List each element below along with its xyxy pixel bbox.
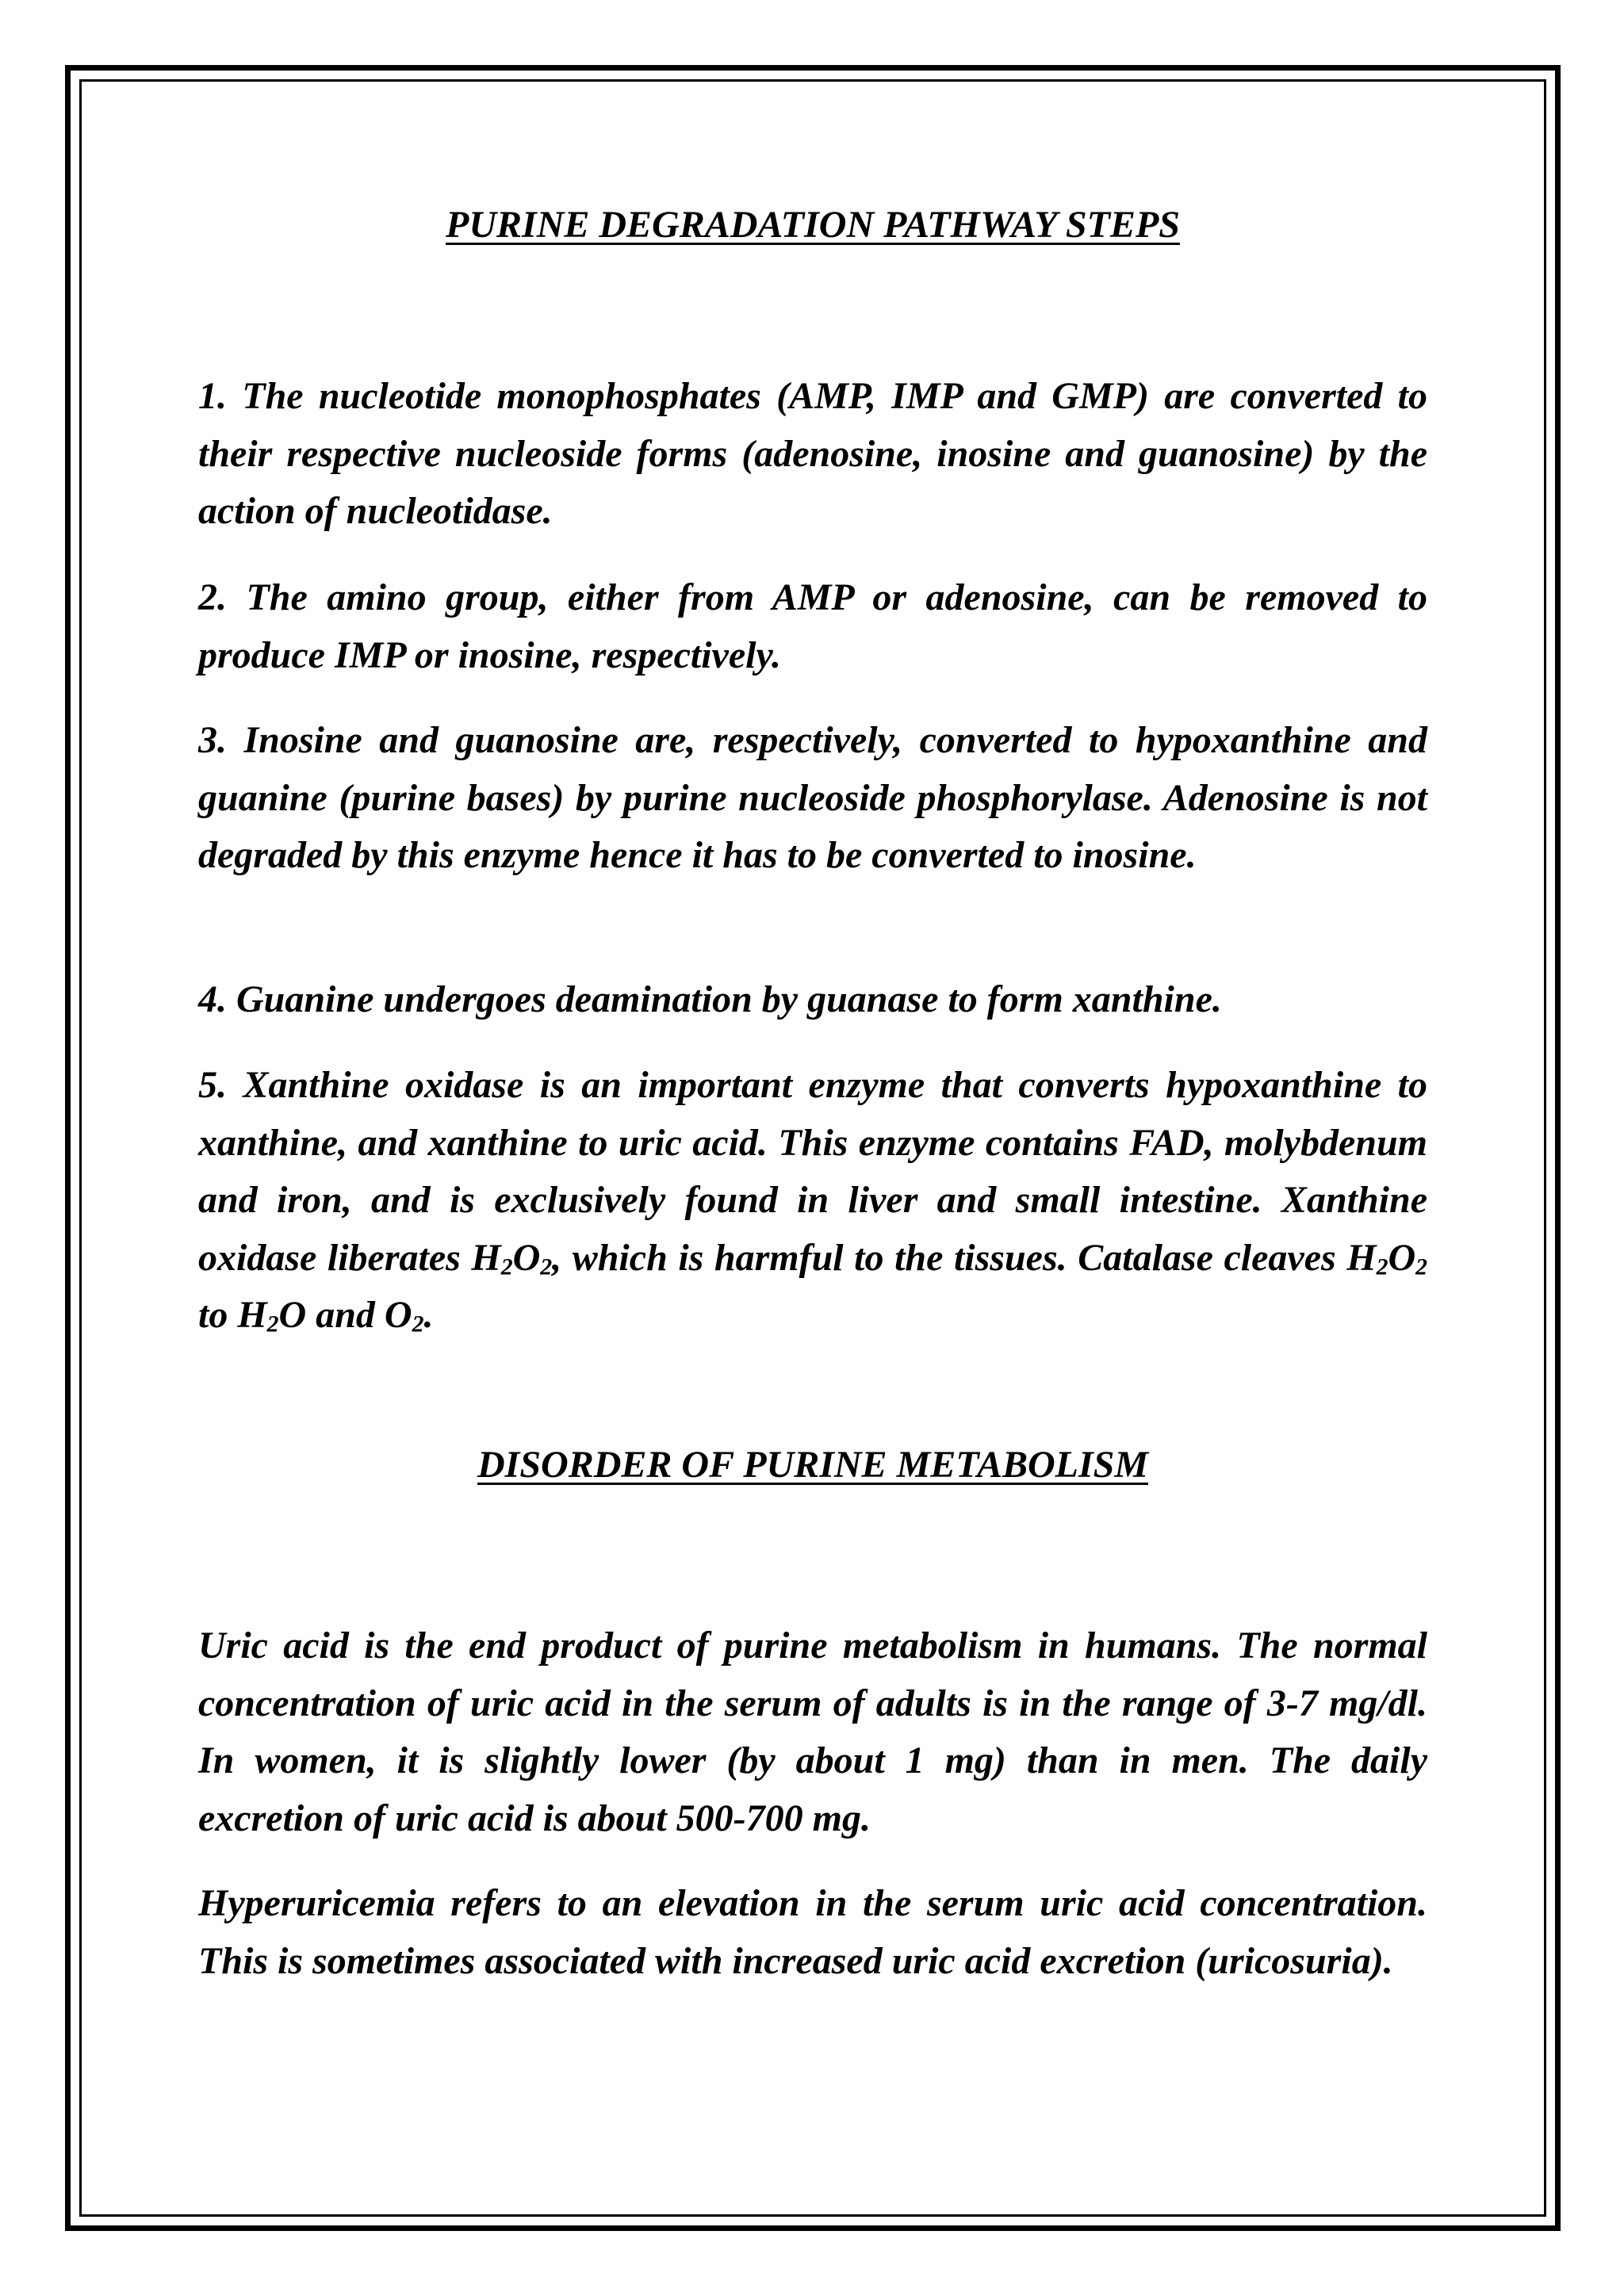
step-5-text-a: 5. Xanthine oxidase is an important enzyme that converts hypoxanthine to xanthine, and xanthine to uric acid. This enzyme contains FAD, molybdenum and iron, and is exclusively found in liver and small intestine. Xanthine oxidase liberates H bbox=[198, 1064, 1427, 1279]
subscript: 2 bbox=[1415, 1253, 1427, 1280]
section-heading-purine-degradation: PURINE DEGRADATION PATHWAY STEPS bbox=[446, 204, 1180, 246]
disorder-paragraph-2: Hyperuricemia refers to an elevation in the serum uric acid concentration. This is sometimes associated with increased uric acid excretion (uricosuria). bbox=[198, 1882, 1427, 1982]
step-5-text-f: O and O bbox=[278, 1294, 412, 1336]
step-5-text-b: O bbox=[512, 1236, 541, 1279]
step-1: 1. The nucleotide monophosphates (AMP, IMP and GMP) are converted to their respective nucleoside forms (adenosine, inosine and guanosine) by the action of nucleotidase. bbox=[198, 375, 1427, 532]
subscript: 2 bbox=[266, 1311, 279, 1337]
subscript: 2 bbox=[500, 1253, 513, 1280]
subscript: 2 bbox=[540, 1253, 553, 1280]
step-3: 3. Inosine and guanosine are, respectively, converted to hypoxanthine and guanine (purine bases) by purine nucleoside phosphorylase. Adenosine is not degraded by this enzyme hence it has to be converted to inosine. bbox=[198, 719, 1427, 876]
step-2: 2. The amino group, either from AMP or adenosine, can be removed to produce IMP or inosine, respectively. bbox=[198, 576, 1427, 676]
step-5 bbox=[198, 1057, 1427, 1345]
section-heading-disorder: DISORDER OF PURINE METABOLISM bbox=[477, 1444, 1149, 1486]
step-5-text-g: . bbox=[423, 1294, 434, 1336]
step-5-text-c: , which is harmful to the tissues. Catalase cleaves H bbox=[552, 1236, 1377, 1279]
subscript: 2 bbox=[412, 1311, 424, 1337]
step-5-text-e: to H bbox=[198, 1294, 267, 1336]
disorder-paragraph-1: Uric acid is the end product of purine metabolism in humans. The normal concentration of uric acid in the serum of adults is in the range of 3-7 mg/dl. In women, it is slightly lower (by about 1 mg) than in men. The daily excretion of uric acid is about 500-700 mg. bbox=[198, 1624, 1427, 1839]
step-4: 4. Guanine undergoes deamination by guanase to form xanthine. bbox=[198, 978, 1222, 1020]
step-5-text-d: O bbox=[1388, 1236, 1416, 1279]
subscript: 2 bbox=[1376, 1253, 1388, 1280]
